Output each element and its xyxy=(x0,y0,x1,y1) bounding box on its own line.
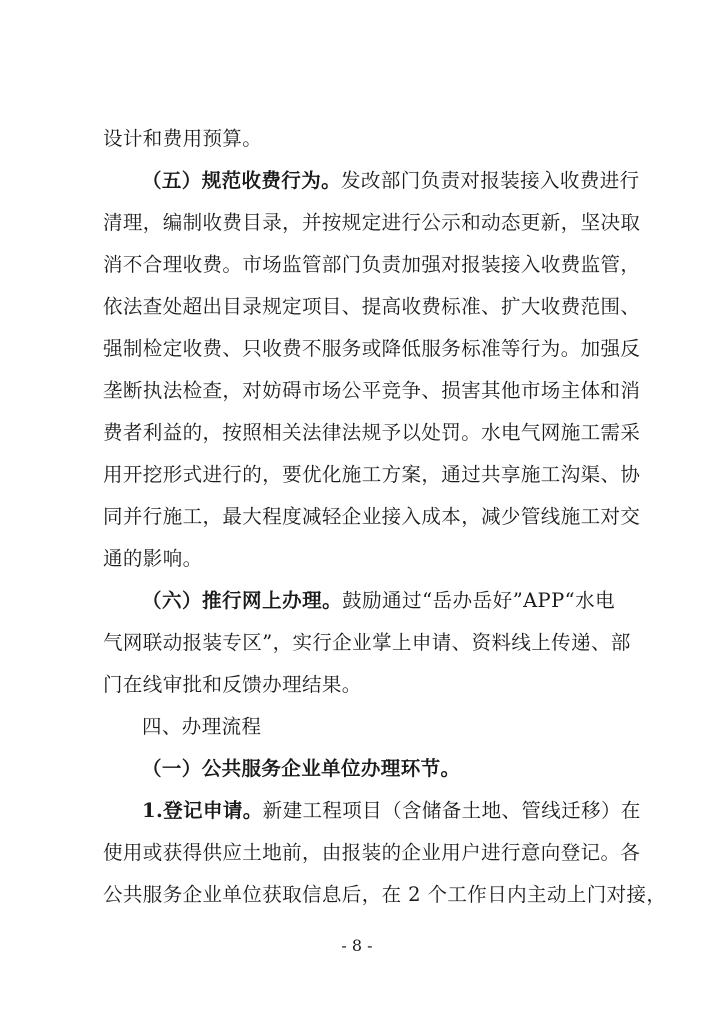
section5-line: 清理，编制收费目录，并按规定进行公示和动态更新，坚决取 xyxy=(103,211,641,234)
section6-line: 气网联动报装专区”，实行企业掌上申请、资料线上传递、部 xyxy=(103,631,631,654)
section5-line1-text: 发改部门负责对报装接入收费进行 xyxy=(341,169,640,192)
section5-line: 依法查处超出目录规定项目、提高收费标准、扩大收费范围、 xyxy=(103,295,641,318)
section6-first-line xyxy=(142,588,615,614)
continuation-line: 设计和费用预算。 xyxy=(103,127,263,150)
section5-line: 消不合理收费。市场监管部门负责加强对报装接入收费监管， xyxy=(103,253,641,276)
section5-line: 同并行施工，最大程度减轻企业接入成本，减少管线施工对交 xyxy=(103,505,641,528)
item1-first-line xyxy=(142,798,641,824)
subsection1-heading: （一）公共服务企业单位办理环节。 xyxy=(142,757,461,780)
part4-heading: 四、办理流程 xyxy=(142,715,262,738)
item1-line: 使用或获得供应土地前，由报装的企业用户进行意向登记。各 xyxy=(103,841,641,864)
section6-line1-text: 鼓励通过“岳办岳好”APP“水电 xyxy=(342,589,615,612)
section5-line: 垄断执法检查，对妨碍市场公平竞争、损害其他市场主体和消 xyxy=(103,379,641,402)
item1-line1-text: 新建工程项目（含储备土地、管线迁移）在 xyxy=(262,799,641,822)
section5-line: 用开挖形式进行的，要优化施工方案，通过共享施工沟渠、协 xyxy=(103,463,641,486)
section6-heading: （六）推行网上办理。 xyxy=(142,589,343,612)
section5-first-line xyxy=(142,168,640,194)
section5-line: 强制检定收费、只收费不服务或降低服务标准等行为。加强反 xyxy=(103,337,641,360)
item1-heading: 1.登记申请。 xyxy=(142,799,263,822)
section6-line: 门在线审批和反馈办理结果。 xyxy=(103,673,362,696)
page-number: - 8 - xyxy=(341,936,373,955)
section5-line: 费者利益的，按照相关法律法规予以处罚。水电气网施工需采 xyxy=(103,421,641,444)
item1-line: 公共服务企业单位获取信息后，在 2 个工作日内主动上门对接， xyxy=(103,883,667,906)
section5-line: 通的影响。 xyxy=(103,547,203,570)
section5-heading: （五）规范收费行为。 xyxy=(142,169,342,192)
